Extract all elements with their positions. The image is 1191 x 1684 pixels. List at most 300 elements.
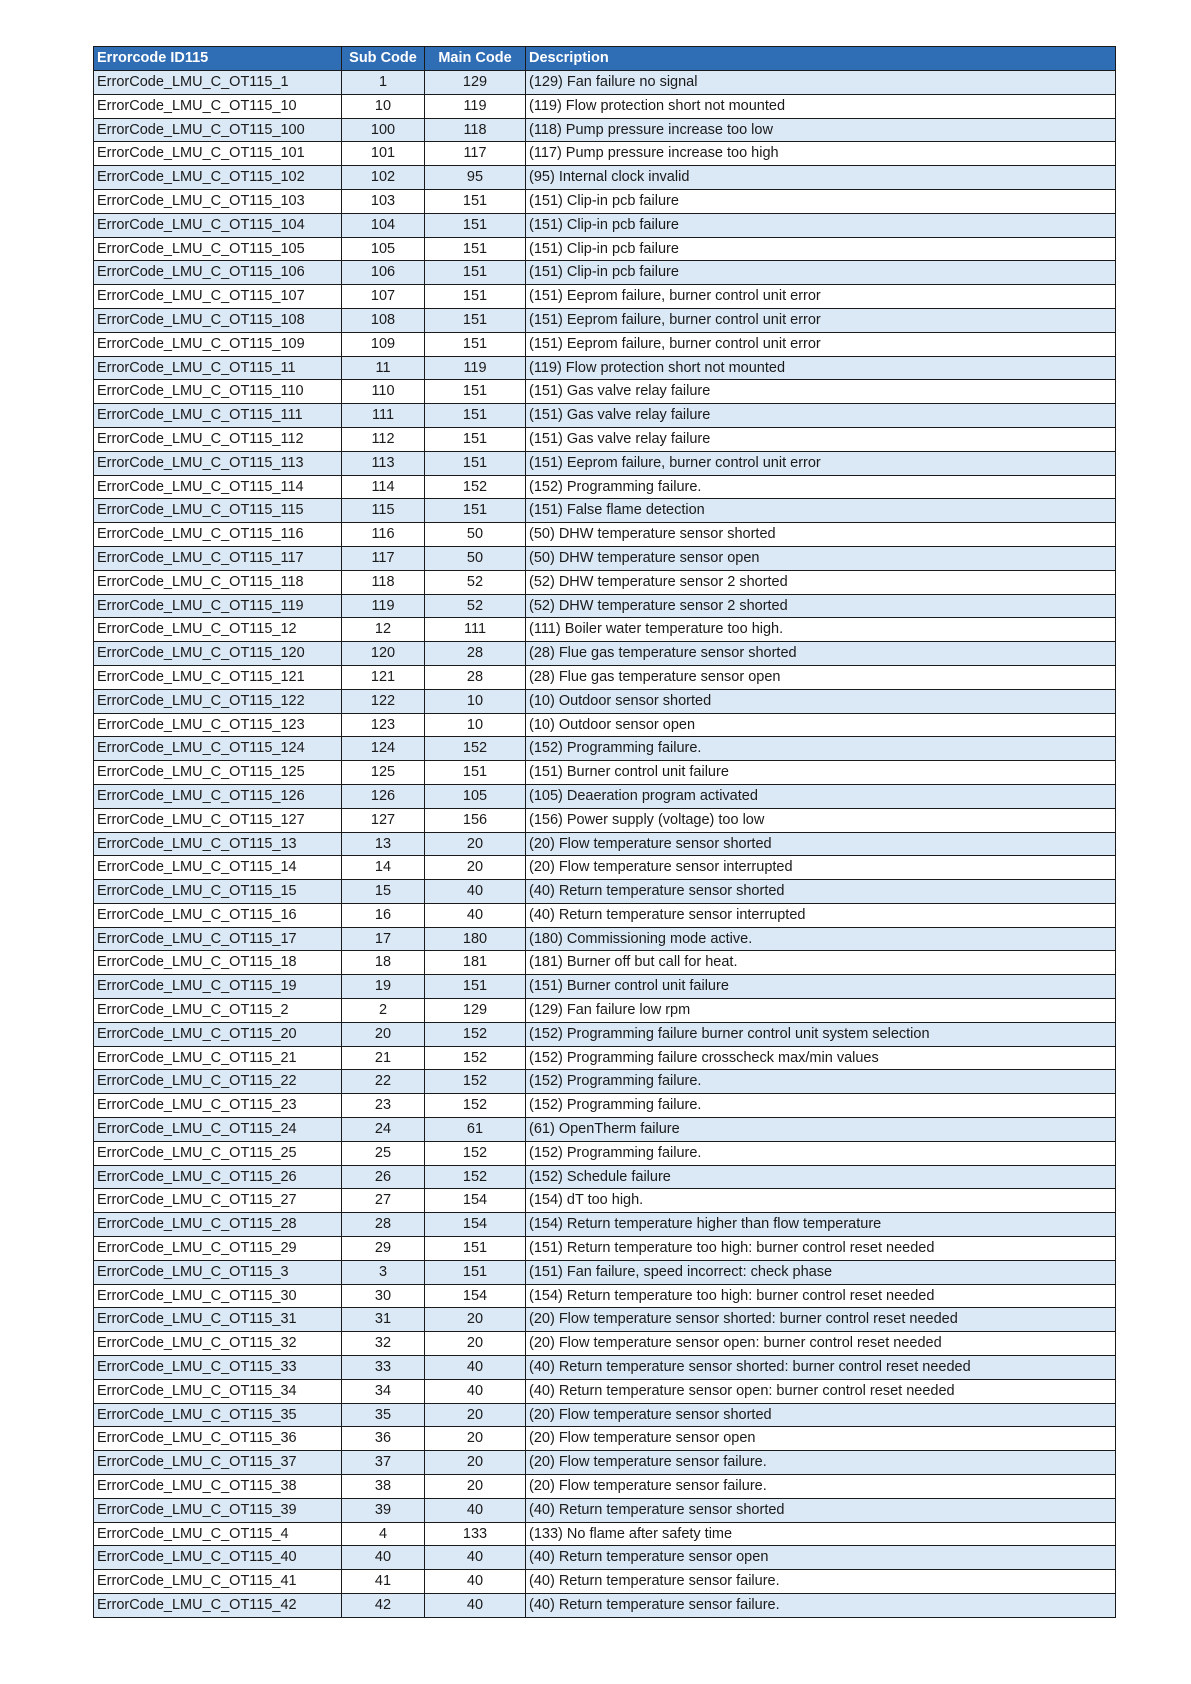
main-code-cell: 28	[425, 642, 526, 666]
main-code-cell: 151	[425, 380, 526, 404]
main-code-cell: 28	[425, 665, 526, 689]
main-code-cell: 52	[425, 570, 526, 594]
description-cell: (151) Gas valve relay failure	[526, 404, 1116, 428]
description-cell: (154) Return temperature higher than flow temperature	[526, 1213, 1116, 1237]
description-cell: (151) Clip-in pcb failure	[526, 237, 1116, 261]
description-cell: (10) Outdoor sensor shorted	[526, 689, 1116, 713]
errorcode-cell: ErrorCode_LMU_C_OT115_31	[94, 1308, 342, 1332]
table-row	[94, 1594, 1116, 1618]
errorcode-cell: ErrorCode_LMU_C_OT115_101	[94, 142, 342, 166]
errorcode-cell: ErrorCode_LMU_C_OT115_25	[94, 1141, 342, 1165]
description-cell: (50) DHW temperature sensor shorted	[526, 523, 1116, 547]
errorcode-cell: ErrorCode_LMU_C_OT115_11	[94, 356, 342, 380]
table-row	[94, 404, 1116, 428]
main-code-cell: 40	[425, 880, 526, 904]
main-code-cell: 156	[425, 808, 526, 832]
main-code-cell: 152	[425, 1022, 526, 1046]
table-row	[94, 1451, 1116, 1475]
errorcode-cell: ErrorCode_LMU_C_OT115_115	[94, 499, 342, 523]
description-cell: (20) Flow temperature sensor interrupted	[526, 856, 1116, 880]
description-cell: (152) Programming failure.	[526, 1094, 1116, 1118]
errorcode-cell: ErrorCode_LMU_C_OT115_108	[94, 308, 342, 332]
sub-code-cell: 106	[342, 261, 425, 285]
sub-code-cell: 14	[342, 856, 425, 880]
main-code-cell: 40	[425, 1546, 526, 1570]
errorcode-cell: ErrorCode_LMU_C_OT115_27	[94, 1189, 342, 1213]
description-cell: (119) Flow protection short not mounted	[526, 94, 1116, 118]
errorcode-cell: ErrorCode_LMU_C_OT115_16	[94, 903, 342, 927]
errorcode-cell: ErrorCode_LMU_C_OT115_26	[94, 1165, 342, 1189]
table-row	[94, 1165, 1116, 1189]
sub-code-cell: 124	[342, 737, 425, 761]
sub-code-cell: 24	[342, 1118, 425, 1142]
sub-code-cell: 118	[342, 570, 425, 594]
main-code-cell: 152	[425, 1070, 526, 1094]
main-code-cell: 52	[425, 594, 526, 618]
sub-code-cell: 31	[342, 1308, 425, 1332]
description-cell: (40) Return temperature sensor shorted	[526, 1498, 1116, 1522]
sub-code-cell: 3	[342, 1260, 425, 1284]
main-code-cell: 105	[425, 784, 526, 808]
errorcode-cell: ErrorCode_LMU_C_OT115_127	[94, 808, 342, 832]
errorcode-cell: ErrorCode_LMU_C_OT115_122	[94, 689, 342, 713]
sub-code-cell: 105	[342, 237, 425, 261]
table-row	[94, 1237, 1116, 1261]
sub-code-cell: 16	[342, 903, 425, 927]
sub-code-cell: 19	[342, 975, 425, 999]
main-code-cell: 151	[425, 189, 526, 213]
main-code-cell: 40	[425, 1594, 526, 1618]
main-code-cell: 151	[425, 404, 526, 428]
table-row	[94, 1022, 1116, 1046]
table-row	[94, 618, 1116, 642]
table-row	[94, 189, 1116, 213]
main-code-cell: 151	[425, 308, 526, 332]
errorcode-cell: ErrorCode_LMU_C_OT115_36	[94, 1427, 342, 1451]
errorcode-cell: ErrorCode_LMU_C_OT115_119	[94, 594, 342, 618]
description-cell: (151) Burner control unit failure	[526, 975, 1116, 999]
table-row	[94, 499, 1116, 523]
sub-code-cell: 35	[342, 1403, 425, 1427]
main-code-cell: 20	[425, 1308, 526, 1332]
description-cell: (181) Burner off but call for heat.	[526, 951, 1116, 975]
table-row	[94, 1379, 1116, 1403]
description-cell: (40) Return temperature sensor shorted	[526, 880, 1116, 904]
errorcode-cell: ErrorCode_LMU_C_OT115_3	[94, 1260, 342, 1284]
description-cell: (151) False flame detection	[526, 499, 1116, 523]
table-row	[94, 1094, 1116, 1118]
description-cell: (154) Return temperature too high: burner control reset needed	[526, 1284, 1116, 1308]
errorcode-cell: ErrorCode_LMU_C_OT115_2	[94, 999, 342, 1023]
sub-code-cell: 26	[342, 1165, 425, 1189]
header-main-code: Main Code	[425, 47, 526, 71]
description-cell: (151) Fan failure, speed incorrect: check phase	[526, 1260, 1116, 1284]
main-code-cell: 20	[425, 1451, 526, 1475]
sub-code-cell: 112	[342, 427, 425, 451]
main-code-cell: 40	[425, 1498, 526, 1522]
table-row	[94, 927, 1116, 951]
sub-code-cell: 28	[342, 1213, 425, 1237]
main-code-cell: 40	[425, 1379, 526, 1403]
table-row	[94, 1046, 1116, 1070]
sub-code-cell: 1	[342, 71, 425, 95]
sub-code-cell: 104	[342, 213, 425, 237]
main-code-cell: 61	[425, 1118, 526, 1142]
errorcode-cell: ErrorCode_LMU_C_OT115_113	[94, 451, 342, 475]
table-row	[94, 285, 1116, 309]
table-row	[94, 166, 1116, 190]
table-row	[94, 1118, 1116, 1142]
sub-code-cell: 126	[342, 784, 425, 808]
errorcode-cell: ErrorCode_LMU_C_OT115_34	[94, 1379, 342, 1403]
main-code-cell: 10	[425, 689, 526, 713]
table-row	[94, 94, 1116, 118]
table-header	[94, 47, 1116, 71]
table-row	[94, 713, 1116, 737]
table-row	[94, 642, 1116, 666]
sub-code-cell: 41	[342, 1570, 425, 1594]
description-cell: (152) Programming failure.	[526, 737, 1116, 761]
table-row	[94, 594, 1116, 618]
description-cell: (180) Commissioning mode active.	[526, 927, 1116, 951]
table-row	[94, 1189, 1116, 1213]
table-row	[94, 903, 1116, 927]
errorcode-cell: ErrorCode_LMU_C_OT115_126	[94, 784, 342, 808]
sub-code-cell: 15	[342, 880, 425, 904]
table-row	[94, 665, 1116, 689]
sub-code-cell: 13	[342, 832, 425, 856]
table-row	[94, 951, 1116, 975]
table-row	[94, 1356, 1116, 1380]
description-cell: (152) Programming failure burner control unit system selection	[526, 1022, 1116, 1046]
errorcode-cell: ErrorCode_LMU_C_OT115_17	[94, 927, 342, 951]
description-cell: (151) Eeprom failure, burner control unit error	[526, 332, 1116, 356]
table-row	[94, 737, 1116, 761]
errorcode-cell: ErrorCode_LMU_C_OT115_109	[94, 332, 342, 356]
main-code-cell: 20	[425, 856, 526, 880]
table-row	[94, 1070, 1116, 1094]
table-row	[94, 213, 1116, 237]
errorcode-cell: ErrorCode_LMU_C_OT115_24	[94, 1118, 342, 1142]
main-code-cell: 151	[425, 285, 526, 309]
errorcode-cell: ErrorCode_LMU_C_OT115_121	[94, 665, 342, 689]
sub-code-cell: 125	[342, 761, 425, 785]
sub-code-cell: 34	[342, 1379, 425, 1403]
errorcode-cell: ErrorCode_LMU_C_OT115_14	[94, 856, 342, 880]
main-code-cell: 181	[425, 951, 526, 975]
errorcode-cell: ErrorCode_LMU_C_OT115_105	[94, 237, 342, 261]
description-cell: (117) Pump pressure increase too high	[526, 142, 1116, 166]
sub-code-cell: 114	[342, 475, 425, 499]
description-cell: (152) Programming failure.	[526, 1141, 1116, 1165]
sub-code-cell: 21	[342, 1046, 425, 1070]
table-row	[94, 261, 1116, 285]
description-cell: (151) Return temperature too high: burner control reset needed	[526, 1237, 1116, 1261]
errorcode-cell: ErrorCode_LMU_C_OT115_118	[94, 570, 342, 594]
table-row	[94, 1546, 1116, 1570]
table-row	[94, 118, 1116, 142]
sub-code-cell: 39	[342, 1498, 425, 1522]
main-code-cell: 152	[425, 1046, 526, 1070]
description-cell: (20) Flow temperature sensor failure.	[526, 1451, 1116, 1475]
errorcode-cell: ErrorCode_LMU_C_OT115_29	[94, 1237, 342, 1261]
errorcode-cell: ErrorCode_LMU_C_OT115_4	[94, 1522, 342, 1546]
main-code-cell: 154	[425, 1284, 526, 1308]
main-code-cell: 20	[425, 1427, 526, 1451]
description-cell: (20) Flow temperature sensor shorted	[526, 1403, 1116, 1427]
table-row	[94, 880, 1116, 904]
errorcode-cell: ErrorCode_LMU_C_OT115_15	[94, 880, 342, 904]
sub-code-cell: 121	[342, 665, 425, 689]
errorcode-cell: ErrorCode_LMU_C_OT115_116	[94, 523, 342, 547]
sub-code-cell: 12	[342, 618, 425, 642]
errorcode-cell: ErrorCode_LMU_C_OT115_30	[94, 1284, 342, 1308]
description-cell: (152) Programming failure.	[526, 475, 1116, 499]
table-body	[94, 71, 1116, 1618]
sub-code-cell: 11	[342, 356, 425, 380]
errorcode-cell: ErrorCode_LMU_C_OT115_111	[94, 404, 342, 428]
description-cell: (152) Programming failure.	[526, 1070, 1116, 1094]
sub-code-cell: 115	[342, 499, 425, 523]
table-row	[94, 808, 1116, 832]
main-code-cell: 119	[425, 356, 526, 380]
description-cell: (40) Return temperature sensor failure.	[526, 1570, 1116, 1594]
error-code-table	[93, 46, 1116, 1618]
main-code-cell: 50	[425, 523, 526, 547]
sub-code-cell: 111	[342, 404, 425, 428]
description-cell: (40) Return temperature sensor open	[526, 1546, 1116, 1570]
sub-code-cell: 17	[342, 927, 425, 951]
description-cell: (156) Power supply (voltage) too low	[526, 808, 1116, 832]
errorcode-cell: ErrorCode_LMU_C_OT115_125	[94, 761, 342, 785]
errorcode-cell: ErrorCode_LMU_C_OT115_39	[94, 1498, 342, 1522]
main-code-cell: 111	[425, 618, 526, 642]
sub-code-cell: 123	[342, 713, 425, 737]
main-code-cell: 151	[425, 213, 526, 237]
errorcode-cell: ErrorCode_LMU_C_OT115_120	[94, 642, 342, 666]
errorcode-cell: ErrorCode_LMU_C_OT115_37	[94, 1451, 342, 1475]
errorcode-cell: ErrorCode_LMU_C_OT115_107	[94, 285, 342, 309]
table-row	[94, 832, 1116, 856]
table-row	[94, 332, 1116, 356]
errorcode-cell: ErrorCode_LMU_C_OT115_12	[94, 618, 342, 642]
main-code-cell: 151	[425, 427, 526, 451]
sub-code-cell: 25	[342, 1141, 425, 1165]
main-code-cell: 20	[425, 1475, 526, 1499]
main-code-cell: 151	[425, 761, 526, 785]
sub-code-cell: 116	[342, 523, 425, 547]
table-row	[94, 999, 1116, 1023]
main-code-cell: 151	[425, 261, 526, 285]
description-cell: (151) Eeprom failure, burner control unit error	[526, 451, 1116, 475]
errorcode-cell: ErrorCode_LMU_C_OT115_23	[94, 1094, 342, 1118]
description-cell: (20) Flow temperature sensor failure.	[526, 1475, 1116, 1499]
main-code-cell: 151	[425, 499, 526, 523]
sub-code-cell: 33	[342, 1356, 425, 1380]
sub-code-cell: 4	[342, 1522, 425, 1546]
main-code-cell: 152	[425, 475, 526, 499]
errorcode-cell: ErrorCode_LMU_C_OT115_124	[94, 737, 342, 761]
table-row	[94, 71, 1116, 95]
main-code-cell: 152	[425, 737, 526, 761]
errorcode-cell: ErrorCode_LMU_C_OT115_123	[94, 713, 342, 737]
errorcode-cell: ErrorCode_LMU_C_OT115_1	[94, 71, 342, 95]
main-code-cell: 151	[425, 237, 526, 261]
errorcode-cell: ErrorCode_LMU_C_OT115_42	[94, 1594, 342, 1618]
table-row	[94, 308, 1116, 332]
description-cell: (118) Pump pressure increase too low	[526, 118, 1116, 142]
sub-code-cell: 36	[342, 1427, 425, 1451]
table-row	[94, 1213, 1116, 1237]
description-cell: (151) Clip-in pcb failure	[526, 213, 1116, 237]
sub-code-cell: 102	[342, 166, 425, 190]
description-cell: (20) Flow temperature sensor open: burner control reset needed	[526, 1332, 1116, 1356]
sub-code-cell: 119	[342, 594, 425, 618]
errorcode-cell: ErrorCode_LMU_C_OT115_21	[94, 1046, 342, 1070]
sub-code-cell: 117	[342, 546, 425, 570]
description-cell: (133) No flame after safety time	[526, 1522, 1116, 1546]
sub-code-cell: 22	[342, 1070, 425, 1094]
errorcode-cell: ErrorCode_LMU_C_OT115_41	[94, 1570, 342, 1594]
main-code-cell: 133	[425, 1522, 526, 1546]
table-row	[94, 546, 1116, 570]
errorcode-cell: ErrorCode_LMU_C_OT115_100	[94, 118, 342, 142]
main-code-cell: 151	[425, 975, 526, 999]
description-cell: (20) Flow temperature sensor open	[526, 1427, 1116, 1451]
table-row	[94, 689, 1116, 713]
main-code-cell: 40	[425, 1570, 526, 1594]
errorcode-cell: ErrorCode_LMU_C_OT115_18	[94, 951, 342, 975]
description-cell: (154) dT too high.	[526, 1189, 1116, 1213]
description-cell: (95) Internal clock invalid	[526, 166, 1116, 190]
errorcode-cell: ErrorCode_LMU_C_OT115_35	[94, 1403, 342, 1427]
description-cell: (151) Eeprom failure, burner control unit error	[526, 308, 1116, 332]
main-code-cell: 50	[425, 546, 526, 570]
table-row	[94, 427, 1116, 451]
description-cell: (20) Flow temperature sensor shorted: burner control reset needed	[526, 1308, 1116, 1332]
description-cell: (151) Clip-in pcb failure	[526, 189, 1116, 213]
description-cell: (50) DHW temperature sensor open	[526, 546, 1116, 570]
main-code-cell: 117	[425, 142, 526, 166]
sub-code-cell: 101	[342, 142, 425, 166]
table-row	[94, 1570, 1116, 1594]
header-sub-code: Sub Code	[342, 47, 425, 71]
header-description: Description	[526, 47, 1116, 71]
description-cell: (151) Gas valve relay failure	[526, 427, 1116, 451]
sub-code-cell: 32	[342, 1332, 425, 1356]
table-row	[94, 1332, 1116, 1356]
description-cell: (129) Fan failure no signal	[526, 71, 1116, 95]
errorcode-cell: ErrorCode_LMU_C_OT115_33	[94, 1356, 342, 1380]
sub-code-cell: 23	[342, 1094, 425, 1118]
sub-code-cell: 42	[342, 1594, 425, 1618]
main-code-cell: 95	[425, 166, 526, 190]
table-row	[94, 1475, 1116, 1499]
sub-code-cell: 29	[342, 1237, 425, 1261]
description-cell: (61) OpenTherm failure	[526, 1118, 1116, 1142]
description-cell: (152) Schedule failure	[526, 1165, 1116, 1189]
table-row	[94, 856, 1116, 880]
sub-code-cell: 30	[342, 1284, 425, 1308]
description-cell: (40) Return temperature sensor shorted: burner control reset needed	[526, 1356, 1116, 1380]
main-code-cell: 119	[425, 94, 526, 118]
sub-code-cell: 38	[342, 1475, 425, 1499]
main-code-cell: 20	[425, 1403, 526, 1427]
sub-code-cell: 122	[342, 689, 425, 713]
main-code-cell: 20	[425, 832, 526, 856]
errorcode-cell: ErrorCode_LMU_C_OT115_106	[94, 261, 342, 285]
main-code-cell: 154	[425, 1213, 526, 1237]
table-row	[94, 975, 1116, 999]
table-row	[94, 761, 1116, 785]
sub-code-cell: 109	[342, 332, 425, 356]
table-row	[94, 1403, 1116, 1427]
sub-code-cell: 120	[342, 642, 425, 666]
table-row	[94, 1284, 1116, 1308]
main-code-cell: 152	[425, 1165, 526, 1189]
description-cell: (111) Boiler water temperature too high.	[526, 618, 1116, 642]
description-cell: (40) Return temperature sensor failure.	[526, 1594, 1116, 1618]
main-code-cell: 40	[425, 903, 526, 927]
table-row	[94, 523, 1116, 547]
main-code-cell: 152	[425, 1094, 526, 1118]
description-cell: (152) Programming failure crosscheck max/min values	[526, 1046, 1116, 1070]
table-row	[94, 142, 1116, 166]
errorcode-cell: ErrorCode_LMU_C_OT115_103	[94, 189, 342, 213]
table-row	[94, 237, 1116, 261]
main-code-cell: 20	[425, 1332, 526, 1356]
errorcode-cell: ErrorCode_LMU_C_OT115_10	[94, 94, 342, 118]
header-row	[94, 47, 1116, 71]
table-row	[94, 451, 1116, 475]
main-code-cell: 154	[425, 1189, 526, 1213]
main-code-cell: 129	[425, 999, 526, 1023]
table-row	[94, 380, 1116, 404]
errorcode-cell: ErrorCode_LMU_C_OT115_114	[94, 475, 342, 499]
sub-code-cell: 110	[342, 380, 425, 404]
errorcode-cell: ErrorCode_LMU_C_OT115_22	[94, 1070, 342, 1094]
sub-code-cell: 127	[342, 808, 425, 832]
errorcode-cell: ErrorCode_LMU_C_OT115_13	[94, 832, 342, 856]
description-cell: (52) DHW temperature sensor 2 shorted	[526, 594, 1116, 618]
sub-code-cell: 113	[342, 451, 425, 475]
main-code-cell: 129	[425, 71, 526, 95]
table-row	[94, 570, 1116, 594]
sub-code-cell: 37	[342, 1451, 425, 1475]
main-code-cell: 151	[425, 332, 526, 356]
description-cell: (10) Outdoor sensor open	[526, 713, 1116, 737]
description-cell: (40) Return temperature sensor interrupted	[526, 903, 1116, 927]
sub-code-cell: 108	[342, 308, 425, 332]
description-cell: (52) DHW temperature sensor 2 shorted	[526, 570, 1116, 594]
description-cell: (20) Flow temperature sensor shorted	[526, 832, 1116, 856]
main-code-cell: 180	[425, 927, 526, 951]
sub-code-cell: 107	[342, 285, 425, 309]
errorcode-cell: ErrorCode_LMU_C_OT115_38	[94, 1475, 342, 1499]
main-code-cell: 40	[425, 1356, 526, 1380]
description-cell: (129) Fan failure low rpm	[526, 999, 1116, 1023]
errorcode-cell: ErrorCode_LMU_C_OT115_112	[94, 427, 342, 451]
sub-code-cell: 2	[342, 999, 425, 1023]
sub-code-cell: 27	[342, 1189, 425, 1213]
description-cell: (40) Return temperature sensor open: burner control reset needed	[526, 1379, 1116, 1403]
table-row	[94, 475, 1116, 499]
table-row	[94, 1260, 1116, 1284]
main-code-cell: 151	[425, 1237, 526, 1261]
table-row	[94, 784, 1116, 808]
errorcode-cell: ErrorCode_LMU_C_OT115_32	[94, 1332, 342, 1356]
table-row	[94, 356, 1116, 380]
